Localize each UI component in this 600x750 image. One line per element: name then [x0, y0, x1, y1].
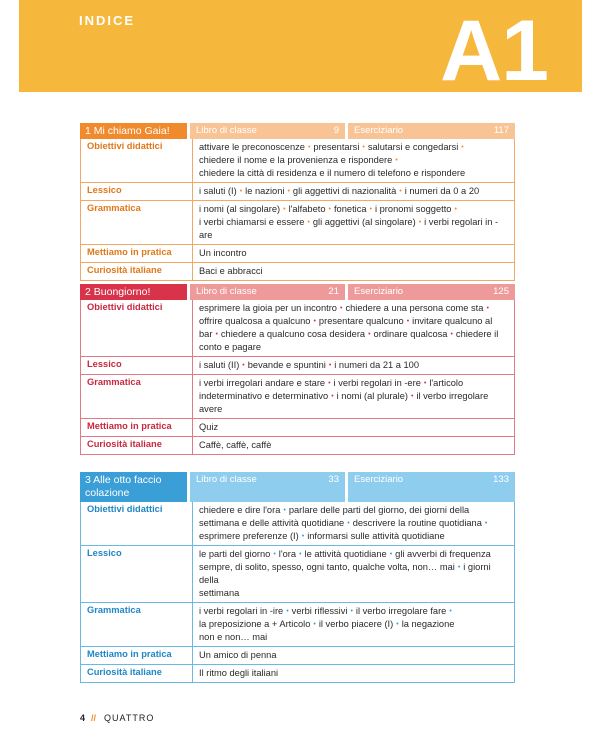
unit-header — [80, 123, 515, 139]
content-item: informarsi sulle attività quotidiane — [307, 531, 445, 541]
libro-label: Libro di classe — [196, 125, 257, 136]
libro-cell — [190, 123, 345, 139]
content-item: invitare qualcuno al — [412, 316, 493, 326]
level-label: A1 — [440, 3, 548, 92]
row-content — [193, 183, 514, 200]
content-item: settimana — [199, 588, 240, 598]
bullet-separator-icon: • — [369, 206, 372, 213]
content-item: l'articolo — [429, 378, 464, 388]
content-item: i numeri da 21 a 100 — [334, 360, 420, 370]
bullet-separator-icon: • — [273, 551, 276, 558]
row-label: Mettiamo in pratica — [81, 647, 193, 664]
unit-title: 1 Mi chiamo Gaia! — [80, 123, 187, 139]
content-line — [199, 341, 508, 354]
row-content — [193, 300, 514, 356]
libro-cell — [190, 284, 345, 300]
content-item: l'alfabeto — [288, 204, 326, 214]
content-item: i verbi irregolari andare e stare — [199, 378, 326, 388]
content-item: presentare qualcuno — [318, 316, 404, 326]
bullet-separator-icon: • — [368, 331, 371, 338]
content-item: offrire qualcosa a qualcuno — [199, 316, 311, 326]
content-item: verbi riflessivi — [291, 606, 348, 616]
content-item: gli aggettivi (al singolare) — [312, 217, 416, 227]
unit-1-table — [80, 123, 515, 281]
bullet-separator-icon: • — [457, 564, 461, 571]
eserciziario-label: Eserciziario — [354, 125, 404, 136]
unit-3-table — [80, 472, 515, 683]
libro-page: 33 — [328, 474, 339, 485]
content-item: i verbi chiamarsi e essere — [199, 217, 305, 227]
bullet-separator-icon: • — [215, 331, 218, 338]
bullet-separator-icon: • — [301, 533, 305, 540]
row-label: Curiosità italiane — [81, 437, 193, 454]
content-item: non e non… mai — [199, 632, 268, 642]
eserciziario-page: 125 — [493, 286, 509, 297]
bullet-separator-icon: • — [328, 206, 331, 213]
content-item: il verbo piacere (I) — [318, 619, 394, 629]
content-item: chiedere il nome e la provenienza e rispondere — [199, 155, 393, 165]
content-item: i saluti (I) — [199, 186, 237, 196]
content-item: i verbi regolari in -ire — [199, 606, 284, 616]
content-item: sempre, di solito, spesso, ogni tanto, qualche volta, non… mai — [199, 562, 455, 572]
content-item: Il ritmo degli italiani — [199, 668, 279, 678]
content-line — [199, 390, 508, 403]
row-label: Obiettivi didattici — [81, 139, 193, 182]
bullet-separator-icon: • — [486, 305, 489, 312]
bullet-separator-icon: • — [331, 393, 334, 400]
content-item: chiedere il — [455, 329, 499, 339]
content-line — [199, 587, 508, 600]
row-label: Curiosità italiane — [81, 263, 193, 280]
unit-row — [81, 437, 514, 454]
content-line — [199, 439, 508, 452]
row-label: Lessico — [81, 546, 193, 602]
row-content — [193, 419, 514, 436]
eserciziario-label: Eserciziario — [354, 474, 404, 485]
bullet-separator-icon: • — [242, 362, 245, 369]
unit-header — [80, 284, 515, 300]
unit-row — [81, 300, 514, 357]
content-item: i pronomi soggetto — [374, 204, 452, 214]
unit-body — [80, 139, 515, 281]
bullet-separator-icon: • — [328, 362, 332, 369]
bullet-separator-icon: • — [362, 144, 365, 151]
eserciziario-cell — [348, 284, 515, 300]
unit-row — [81, 603, 514, 647]
eserciziario-cell — [348, 472, 515, 502]
unit-row — [81, 375, 514, 419]
row-label: Obiettivi didattici — [81, 300, 193, 356]
row-content — [193, 263, 514, 280]
content-item: i nomi (al plurale) — [336, 391, 408, 401]
libro-page: 9 — [333, 125, 339, 136]
content-line — [199, 265, 508, 278]
bullet-separator-icon: • — [350, 608, 353, 615]
content-item: Un incontro — [199, 248, 247, 258]
unit-row — [81, 357, 514, 375]
unit-row — [81, 419, 514, 437]
content-line — [199, 649, 508, 662]
content-item: avere — [199, 404, 223, 414]
content-item: presentarsi — [313, 142, 360, 152]
unit-title: 2 Buongiorno! — [80, 284, 187, 300]
unit-row — [81, 201, 514, 245]
bullet-separator-icon: • — [418, 219, 422, 226]
row-content — [193, 245, 514, 262]
content-line — [199, 561, 508, 587]
content-item: indeterminativo e determinativo — [199, 391, 329, 401]
libro-label: Libro di classe — [196, 474, 257, 485]
content-item: bar — [199, 329, 213, 339]
unit-row — [81, 139, 514, 183]
unit-row — [81, 665, 514, 682]
content-item: bevande e spuntini — [247, 360, 326, 370]
content-item: le parti del giorno — [199, 549, 271, 559]
bullet-separator-icon: • — [287, 188, 290, 195]
content-line — [199, 185, 508, 198]
content-line — [199, 517, 508, 530]
content-line — [199, 216, 508, 242]
content-item: il verbo irregolare — [416, 391, 489, 401]
row-content — [193, 647, 514, 664]
bullet-separator-icon: • — [396, 621, 399, 628]
unit-row — [81, 502, 514, 546]
bullet-separator-icon: • — [389, 551, 393, 558]
content-line — [199, 605, 508, 618]
bullet-separator-icon: • — [454, 206, 457, 213]
bullet-separator-icon: • — [328, 380, 331, 387]
content-item: chiedere la città di residenza e il numero di telefono e rispondere — [199, 168, 466, 178]
content-line — [199, 504, 508, 517]
page-word: QUATTRO — [104, 713, 155, 723]
row-label: Lessico — [81, 183, 193, 200]
unit-header — [80, 472, 515, 502]
content-item: il verbo irregolare fare — [355, 606, 447, 616]
content-item: chiedere a qualcuno cosa desidera — [220, 329, 366, 339]
content-line — [199, 141, 508, 154]
row-content — [193, 357, 514, 374]
bullet-separator-icon: • — [283, 507, 286, 514]
content-item: i nomi (al singolare) — [199, 204, 281, 214]
bullet-separator-icon: • — [239, 188, 243, 195]
bullet-separator-icon: • — [461, 144, 464, 151]
bullet-separator-icon: • — [449, 608, 452, 615]
row-label: Grammatica — [81, 201, 193, 244]
content-line — [199, 154, 508, 167]
bullet-separator-icon: • — [283, 206, 286, 213]
content-line — [199, 530, 508, 543]
row-content — [193, 437, 514, 454]
content-item: Un amico di penna — [199, 650, 277, 660]
content-line — [199, 167, 508, 180]
bullet-separator-icon: • — [450, 331, 453, 338]
content-item: la negazione — [401, 619, 455, 629]
unit-2-table — [80, 284, 515, 455]
footer-slash-icon: // — [91, 713, 97, 723]
page-footer — [80, 713, 154, 723]
index-banner — [19, 0, 582, 92]
unit-row — [81, 245, 514, 263]
content-item: salutarsi e congedarsi — [367, 142, 459, 152]
content-item: Quiz — [199, 422, 219, 432]
row-label: Obiettivi didattici — [81, 502, 193, 545]
content-item: conto e pagare — [199, 342, 262, 352]
content-item: esprimere la gioia per un incontro — [199, 303, 337, 313]
row-label: Curiosità italiane — [81, 665, 193, 682]
eserciziario-page: 133 — [493, 474, 509, 485]
unit-row — [81, 183, 514, 201]
bullet-separator-icon: • — [339, 305, 343, 312]
content-item: chiedere a una persona come sta — [345, 303, 484, 313]
banner-title: INDICE — [79, 13, 136, 28]
bullet-separator-icon: • — [395, 157, 398, 164]
row-label: Grammatica — [81, 603, 193, 646]
content-item: descrivere la routine quotidiana — [352, 518, 482, 528]
row-label: Mettiamo in pratica — [81, 245, 193, 262]
content-item: chiedere e dire l'ora — [199, 505, 281, 515]
content-item: i giorni della — [199, 562, 491, 585]
content-line — [199, 403, 508, 416]
content-item: la preposizione a + Articolo — [199, 619, 311, 629]
content-line — [199, 548, 508, 561]
content-item: settimana e delle attività quotidiane — [199, 518, 345, 528]
content-item: parlare delle parti del giorno, dei giorni della — [288, 505, 470, 515]
content-item: i verbi regolari in -ere — [333, 378, 421, 388]
content-line — [199, 631, 508, 644]
bullet-separator-icon: • — [347, 520, 350, 527]
content-line — [199, 421, 508, 434]
bullet-separator-icon: • — [299, 551, 302, 558]
row-content — [193, 546, 514, 602]
bullet-separator-icon: • — [307, 219, 310, 226]
bullet-separator-icon: • — [423, 380, 427, 387]
content-line — [199, 247, 508, 260]
content-item: gli aggettivi di nazionalità — [292, 186, 397, 196]
row-content — [193, 201, 514, 244]
bullet-separator-icon: • — [399, 188, 402, 195]
row-content — [193, 502, 514, 545]
bullet-separator-icon: • — [313, 621, 316, 628]
row-label: Lessico — [81, 357, 193, 374]
unit-body — [80, 300, 515, 455]
unit-row — [81, 647, 514, 665]
row-content — [193, 665, 514, 682]
content-line — [199, 618, 508, 631]
content-line — [199, 359, 508, 372]
libro-cell — [190, 472, 345, 502]
content-item: gli avverbi di frequenza — [395, 549, 491, 559]
row-content — [193, 603, 514, 646]
content-item: Caffè, caffè, caffè — [199, 440, 272, 450]
content-line — [199, 203, 508, 216]
eserciziario-page: 117 — [493, 125, 509, 136]
content-item: le attività quotidiane — [304, 549, 387, 559]
bullet-separator-icon: • — [410, 393, 414, 400]
bullet-separator-icon: • — [406, 318, 410, 325]
eserciziario-cell — [348, 123, 515, 139]
bullet-separator-icon: • — [484, 520, 488, 527]
bullet-separator-icon: • — [307, 144, 311, 151]
row-content — [193, 139, 514, 182]
unit-row — [81, 546, 514, 603]
bullet-separator-icon: • — [286, 608, 289, 615]
content-item: i numeri da 0 a 20 — [404, 186, 480, 196]
content-item: ordinare qualcosa — [373, 329, 448, 339]
content-item: Baci e abbracci — [199, 266, 263, 276]
content-item: i verbi regolari in -are — [199, 217, 499, 240]
content-item: l'ora — [278, 549, 297, 559]
row-content — [193, 375, 514, 418]
bullet-separator-icon: • — [313, 318, 316, 325]
unit-title: 3 Alle otto faccio colazione — [80, 472, 187, 502]
content-line — [199, 302, 508, 315]
libro-label: Libro di classe — [196, 286, 257, 297]
content-item: i saluti (II) — [199, 360, 240, 370]
eserciziario-label: Eserciziario — [354, 286, 404, 297]
row-label: Mettiamo in pratica — [81, 419, 193, 436]
content-line — [199, 667, 508, 680]
content-line — [199, 377, 508, 390]
libro-page: 21 — [328, 286, 339, 297]
unit-body — [80, 502, 515, 683]
content-line — [199, 328, 508, 341]
content-item: fonetica — [333, 204, 367, 214]
page-number: 4 — [80, 713, 86, 723]
content-item: le nazioni — [245, 186, 285, 196]
content-item: esprimere preferenze (I) — [199, 531, 299, 541]
content-item: attivare le preconoscenze — [199, 142, 305, 152]
unit-row — [81, 263, 514, 280]
content-line — [199, 315, 508, 328]
row-label: Grammatica — [81, 375, 193, 418]
